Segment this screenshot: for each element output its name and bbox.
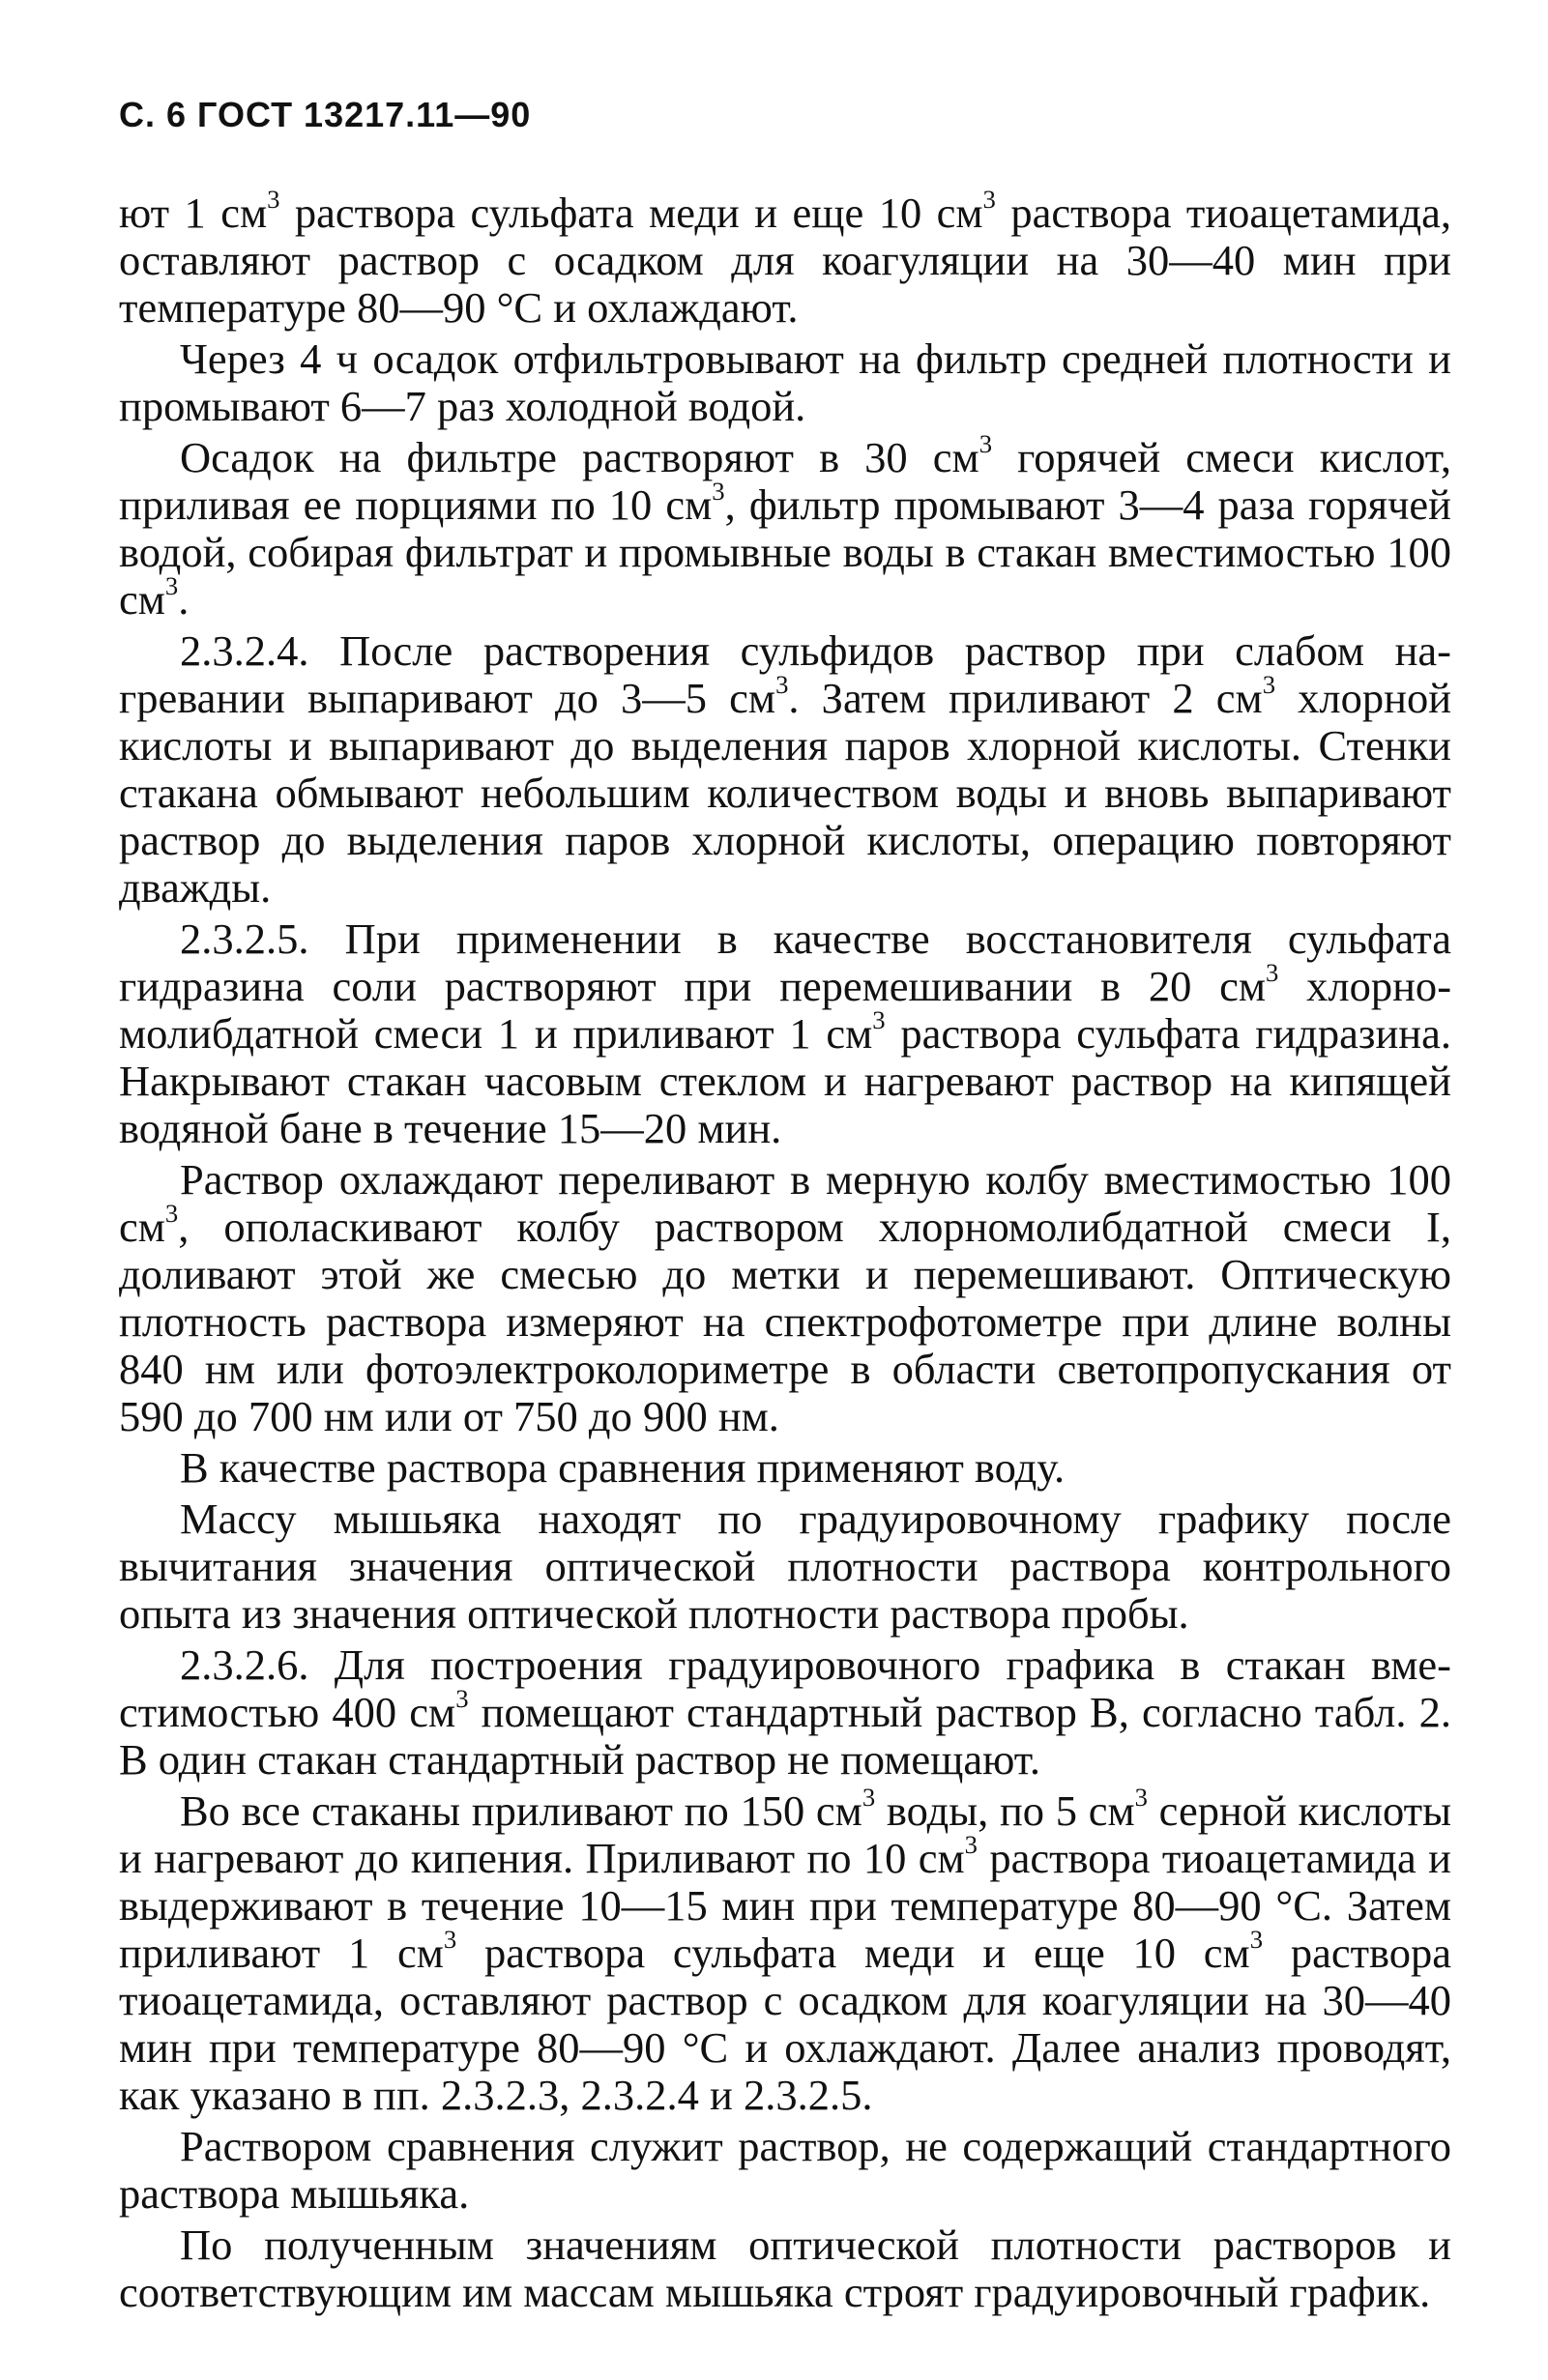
page-header: С. 6 ГОСТ 13217.11—90: [119, 95, 532, 134]
paragraph-2: Через 4 ч осадок отфильтровывают на фильтр средней плотности и промывают 6—7 раз холодной водой.: [119, 334, 1451, 430]
paragraph-5: 2.3.2.5. При применении в качестве восстановителя сульфата гидразина соли растворяют при перемешивании в 20 $см^3$ хлорномолибдатной смеси 1 и приливают 1 $см^3$ раствора сульфата гидразина. Накрывают стакан часовым стеклом и нагревают раствор на кипящей водяной бане в течение 15—20 мин.: [119, 914, 1452, 1152]
paragraph-1: ют 1 $см^3$ раствора сульфата меди и еще 10 $см^3$ раствора тиоацетамида, оставляют раствор с осадком для коагуляции на 30—40 мин при температуре 80—90 °С и охлаждают.: [119, 184, 1451, 332]
paragraph-8: Массу мышьяка находят по градуировочному графику после вычитания значения оптической плотности раствора контрольного опыта из значения оптической плотности раствора пробы.: [119, 1495, 1451, 1638]
paragraph-12: По полученным значениям оптической плотности растворов и соответствующим им массам мышьяка строят градуировочный график.: [119, 2220, 1451, 2316]
body-text: [119, 184, 1452, 2316]
paragraph-11: Раствором сравнения служит раствор, не содержащий стандартного раствора мышьяка.: [119, 2122, 1451, 2218]
paragraph-7: В качестве раствора сравнения применяют воду.: [180, 1443, 1066, 1492]
paragraph-9: 2.3.2.6. Для построения градуировочного графика в стакан вместимостью 400 $см^3$ помещают стандартный раствор В, согласно табл. 2. В один стакан стандартный раствор не помещают.: [119, 1640, 1451, 1784]
paragraph-4: 2.3.2.4. После растворения сульфидов раствор при слабом нагревании выпаривают до 3—5 $см^3$. Затем приливают 2 $см^3$ хлорной кислоты и выпаривают до выделения паров хлорной кислоты. Стенки стакана обмывают небольшим количеством воды и вновь выпаривают раствор до выделения паров хлорной кислоты, операцию повторяют дважды.: [119, 626, 1452, 912]
paragraph-10: Во все стаканы приливают по 150 $см^3$ воды, по 5 $см^3$ серной кислоты и нагревают до кипения. Приливают по 10 $см^3$ раствора тиоацетамида и выдерживают в течение 10—15 мин при температуре 80—90 °С. Затем приливают 1 $см^3$ раствора сульфата меди и еще 10 $см^3$ раствора тиоацетамида, оставляют раствор с осадком для коагуляции на 30—40 мин при температуре 80—90 °С и охлаждают. Далее анализ проводят, как указано в пп. 2.3.2.3, 2.3.2.4 и 2.3.2.5.: [119, 1782, 1451, 2119]
paragraph-3: Осадок на фильтре растворяют в 30 $см^3$ горячей смеси кислот, приливая ее порциями по 10 $см^3$, фильтр промывают 3—4 раза горячей водой, собирая фильтрат и промывные воды в стакан вместимостью 100 $см^3$.: [119, 428, 1451, 624]
paragraph-6: Раствор охлаждают переливают в мерную колбу вместимостью 100 $см^3$, ополаскивают колбу раствором хлорномолибдатной смеси I, доливают этой же смесью до метки и перемешивают. Оптическую плотность раствора измеряют на спектрофотометре при длине волны 840 нм или фотоэлектроколориметре в области светопропускания от 590 до 700 нм или от 750 до 900 нм.: [119, 1155, 1451, 1440]
document-page: [119, 95, 1451, 2320]
